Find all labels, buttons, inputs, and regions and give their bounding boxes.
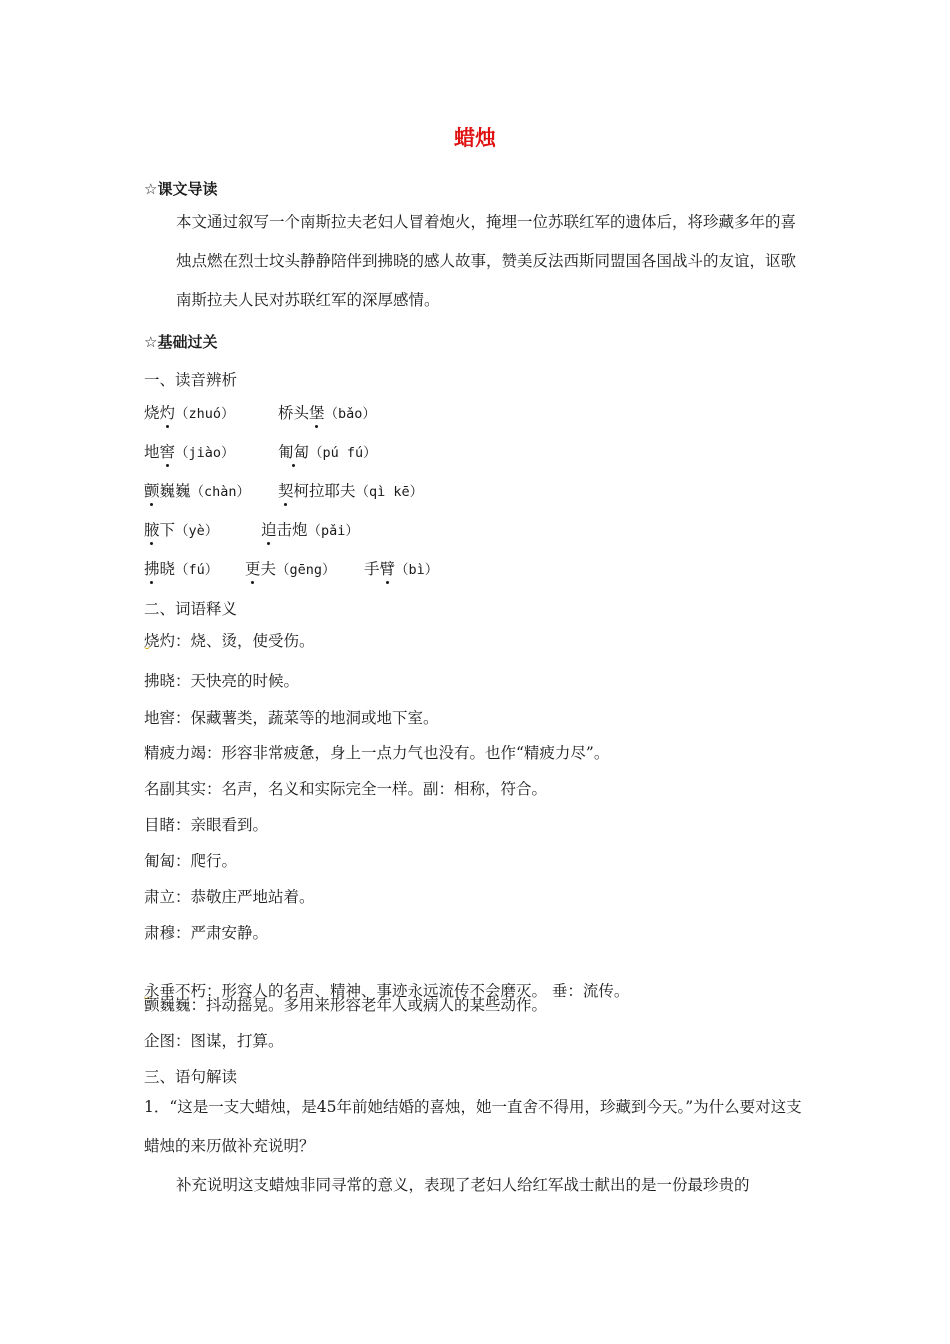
pron-item: 烧灼（zhuó） xyxy=(144,404,235,422)
definition-item: 企图：图谋，打算。 xyxy=(144,1032,284,1050)
section-sentence-heading: 三、语句解读 xyxy=(144,1068,238,1086)
definition-item: 名副其实：名声，名义和实际完全一样。副：相称，符合。 xyxy=(144,780,548,798)
definition-item: 拂晓：天快亮的时候。 xyxy=(144,672,300,690)
pron-item: 桥头堡（bǎo） xyxy=(278,404,376,422)
definition-item: 匍匐：爬行。 xyxy=(144,852,238,870)
definition-item: 永垂不朽：形容人的名声、精神、事迹永远流传不会磨灭。 垂：流传。 xyxy=(144,979,950,1001)
question-paragraph xyxy=(144,1088,810,1166)
pron-item: 腋下（yè） xyxy=(144,521,219,539)
guide-heading: ☆课文导读 xyxy=(144,180,218,198)
definition-item: 肃立：恭敬庄严地站着。 xyxy=(144,888,315,906)
pron-item: 手臂（bì） xyxy=(364,560,439,578)
definition-item: 精疲力竭：形容非常疲惫，身上一点力气也没有。也作“精疲力尽”。 xyxy=(144,744,610,762)
pron-item: 契柯拉耶夫（qì kē） xyxy=(278,482,424,500)
definition-item: 烧灼：烧、烫，使受伤。 xyxy=(144,629,950,651)
pron-item: 更夫（gēng） xyxy=(245,560,336,578)
pron-item: 地窖（jiào） xyxy=(144,443,235,461)
section-pronunciation-heading: 一、读音辨析 xyxy=(144,371,238,389)
pron-item: 拂晓（fú） xyxy=(144,560,219,578)
definition-item: 肃穆：严肃安静。 xyxy=(144,924,269,942)
basics-heading: ☆基础过关 xyxy=(144,333,218,351)
pron-row xyxy=(144,401,376,423)
section-vocabulary-heading: 二、词语释义 xyxy=(144,600,238,618)
answer-paragraph xyxy=(144,1166,810,1205)
pron-item: 迫击炮（pǎi） xyxy=(261,521,359,539)
guide-text: 本文通过叙写一个南斯拉夫老妇人冒着炮火，掩埋一位苏联红军的遗体后，将珍藏多年的喜烛点燃在烈士坟头静静陪伴到拂晓的感人故事，赞美反法西斯同盟国各国战斗的友谊，讴歌南斯拉夫人民对苏联红军的深厚感情。 xyxy=(176,213,797,309)
page-title: 蜡烛 xyxy=(454,126,496,150)
pron-row xyxy=(144,518,359,540)
pron-row xyxy=(144,557,439,579)
pron-item: 匍匐（pú fú） xyxy=(278,443,377,461)
pron-item: 颤巍巍（chàn） xyxy=(144,482,251,500)
pron-row xyxy=(144,479,424,501)
pron-row xyxy=(144,440,377,462)
definition-item: 颤巍巍：抖动摇晃。多用来形容老年人或病人的某些动作。 xyxy=(144,996,548,1014)
question-text: 1．“这是一支大蜡烛，是45年前她结婚的喜烛，她一直舍不得用，珍藏到今天。”为什么要对这支蜡烛的来历做补充说明？ xyxy=(144,1098,802,1155)
definition-item: 地窖：保藏薯类，蔬菜等的地洞或地下室。 xyxy=(144,709,439,727)
guide-paragraph xyxy=(144,203,810,320)
answer-text: 补充说明这支蜡烛非同寻常的意义，表现了老妇人给红军战士献出的是一份最珍贵的 xyxy=(176,1176,750,1194)
definition-item: 目睹：亲眼看到。 xyxy=(144,816,269,834)
